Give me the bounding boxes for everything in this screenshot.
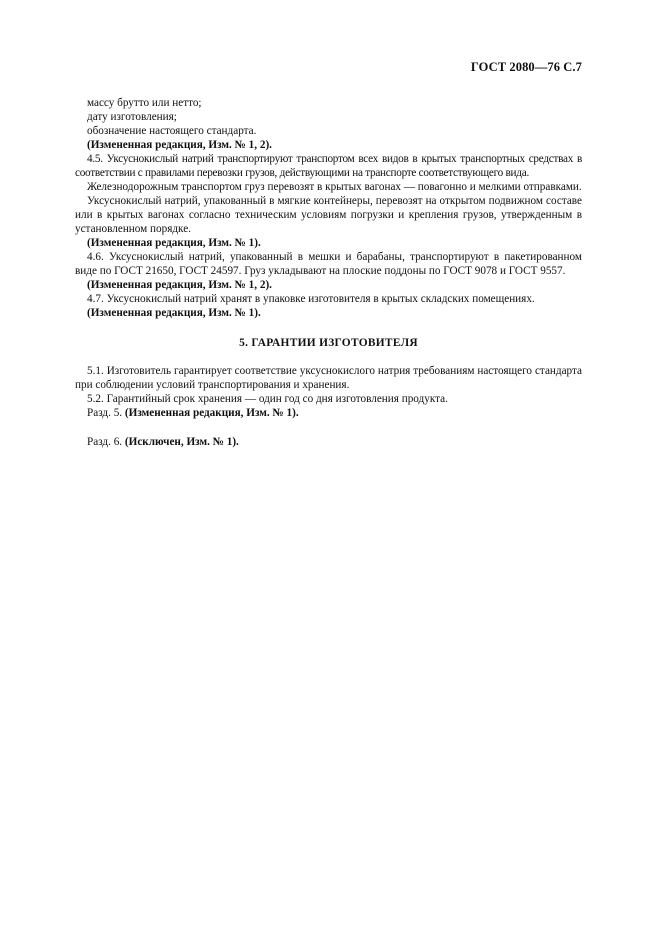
paragraph-5-1: 5.1. Изготовитель гарантирует соответствие уксуснокислого натрия требованиям настоящего стандарта при соблюдении условий транспортирования и хранения. xyxy=(75,365,582,391)
spacer xyxy=(75,420,582,435)
document-body xyxy=(75,96,582,449)
section-5-note xyxy=(75,406,582,420)
section-title: 5. ГАРАНТИИ ИЗГОТОВИТЕЛЯ xyxy=(239,337,418,349)
section-6-prefix: Разд. 6. xyxy=(87,436,123,448)
section-5-amendment: (Измененная редакция, Изм. № 1). xyxy=(124,407,299,419)
paragraph-4-7: 4.7. Уксуснокислый натрий хранят в упаковке изготовителя в крытых складских помещениях. xyxy=(87,293,535,305)
page-header: ГОСТ 2080—76 С.7 xyxy=(470,60,582,74)
paragraph-4-5-rail: Железнодорожным транспортом груз перевозят в крытых вагонах — повагонно и мелкими отправками. xyxy=(87,181,582,193)
amendment-note: (Измененная редакция, Изм. № 1, 2). xyxy=(87,279,272,291)
text-line: массу брутто или нетто; xyxy=(87,97,202,109)
paragraph-4-5: 4.5. Уксуснокислый натрий транспортируют транспортом всех видов в крытых транспортных средствах в соответствии с правилами перевозки грузов, действующими на транспорте соответствующего вида. xyxy=(75,153,582,179)
paragraph-5-2: 5.2. Гарантийный срок хранения — один год со дня изготовления продукта. xyxy=(87,393,448,405)
paragraph-4-5-containers: Уксуснокислый натрий, упакованный в мягкие контейнеры, перевозят на открытом подвижном составе или в крытых вагонах согласно техническим условиям погрузки и крепления грузов, утвержденным в установленном порядке. xyxy=(75,195,582,235)
section-5-prefix: Разд. 5. xyxy=(87,407,123,419)
amendment-note: (Измененная редакция, Изм. № 1, 2). xyxy=(87,139,272,151)
text-line: дату изготовления; xyxy=(87,111,177,123)
text-line: обозначение настоящего стандарта. xyxy=(87,125,257,137)
paragraph-4-6: 4.6. Уксуснокислый натрий, упакованный в мешки и барабаны, транспортируют в пакетированном виде по ГОСТ 21650, ГОСТ 24597. Груз укладывают на плоские поддоны по ГОСТ 9078 и ГОСТ 9557. xyxy=(75,251,582,277)
amendment-note: (Измененная редакция, Изм. № 1). xyxy=(87,237,261,249)
amendment-note: (Измененная редакция, Изм. № 1). xyxy=(87,307,261,319)
section-6-excluded: (Исключен, Изм. № 1). xyxy=(124,436,239,448)
section-6-note xyxy=(75,435,582,449)
